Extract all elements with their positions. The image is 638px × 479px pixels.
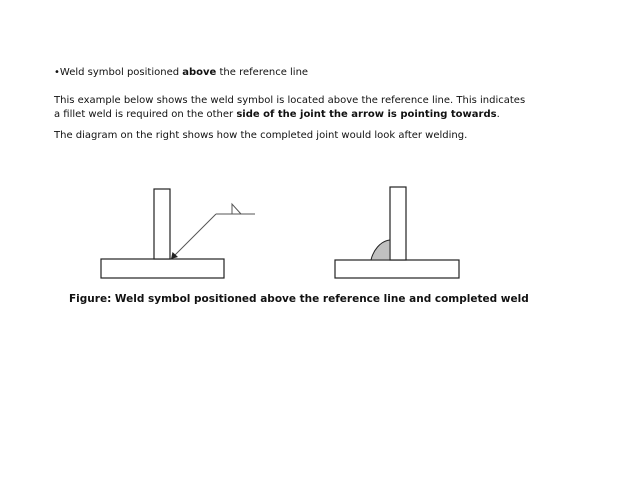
arrow-line: [174, 214, 216, 256]
diagram-description: The diagram on the right shows how the completed joint would look after welding.: [54, 130, 468, 141]
figure-caption: Figure: Weld symbol positioned above the reference line and completed weld: [69, 293, 529, 305]
left-vertical-plate: [154, 189, 170, 259]
bullet-text-bold: above: [182, 67, 217, 78]
paragraph-line-2-before: a fillet weld is required on the other: [54, 109, 237, 120]
right-diagram: [335, 187, 459, 278]
paragraph-line-2-bold: side of the joint the arrow is pointing towards: [236, 109, 497, 120]
bullet-marker: •: [54, 67, 60, 78]
fillet-weld-symbol: [232, 204, 241, 214]
left-base-plate: [101, 259, 224, 278]
paragraph-line-1: This example below shows the weld symbol is located above the reference line. This indicates: [54, 95, 526, 106]
paragraph-line-2-after: .: [496, 109, 500, 120]
left-diagram: [101, 189, 255, 278]
bullet-text-after: the reference line: [216, 67, 309, 78]
right-base-plate: [335, 260, 459, 278]
right-vertical-plate: [390, 187, 406, 260]
bullet-text-before: Weld symbol positioned: [59, 67, 183, 78]
completed-fillet-weld: [371, 240, 390, 260]
